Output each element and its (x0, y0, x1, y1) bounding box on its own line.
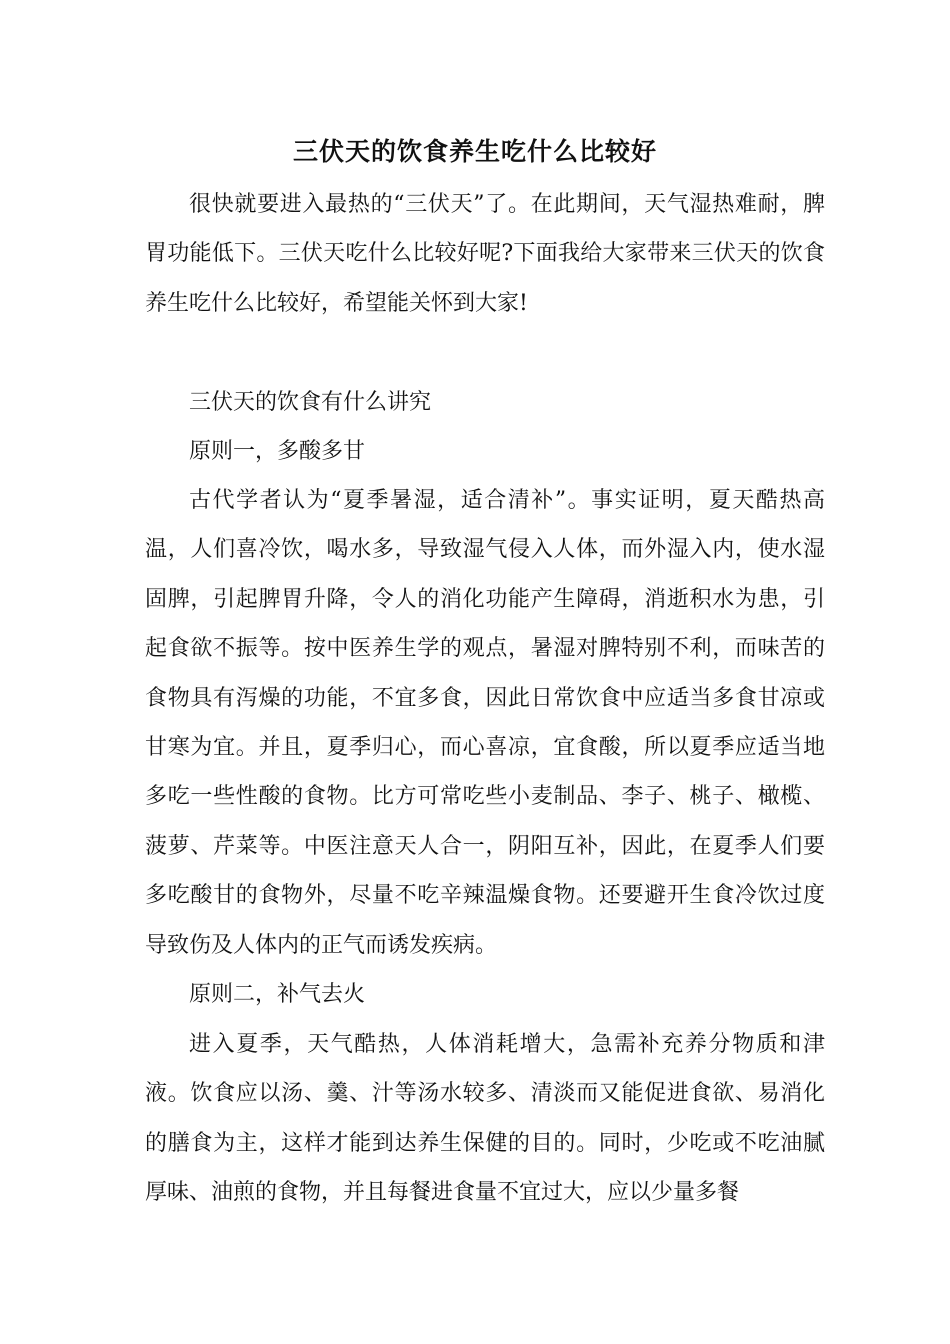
principle-one-heading: 原则一，多酸多甘 (189, 439, 366, 464)
intro-paragraph: 很快就要进入最热的“三伏天”了。在此期间，天气湿热难耐，脾胃功能低下。三伏天吃什么比较好呢?下面我给大家带来三伏天的饮食养生吃什么比较好，希望能关怀到大家! (145, 192, 825, 316)
principle-two-paragraph: 进入夏季，天气酷热，人体消耗增大，急需补充养分物质和津液。饮食应以汤、羹、汁等汤水较多、清淡而又能促进食欲、易消化的膳食为主，这样才能到达养生保健的目的。同时，少吃或不吃油腻厚味、油煎的食物，并且每餐进食量不宜过大，应以少量多餐 (145, 1032, 825, 1206)
section-heading: 三伏天的饮食有什么讲究 (189, 390, 432, 415)
principle-one-paragraph: 古代学者认为“夏季暑湿，适合清补”。事实证明，夏天酷热高温，人们喜冷饮，喝水多，导致湿气侵入人体，而外湿入内，使水湿固脾，引起脾胃升降，令人的消化功能产生障碍，消逝积水为患，引起食欲不振等。按中医养生学的观点，暑湿对脾特别不利，而味苦的食物具有泻燥的功能，不宜多食，因此日常饮食中应适当多食甘凉或甘寒为宜。并且，夏季归心，而心喜凉，宜食酸，所以夏季应适当地多吃一些性酸的食物。比方可常吃些小麦制品、李子、桃子、橄榄、菠萝、芹菜等。中医注意天人合一，阴阳互补，因此，在夏季人们要多吃酸甘的食物外，尽量不吃辛辣温燥食物。还要避开生食冷饮过度导致伤及人体内的正气而诱发疾病。 (145, 488, 825, 958)
document-title: 三伏天的饮食养生吃什么比较好 (292, 137, 657, 166)
principle-two-heading: 原则二，补气去火 (189, 982, 366, 1007)
